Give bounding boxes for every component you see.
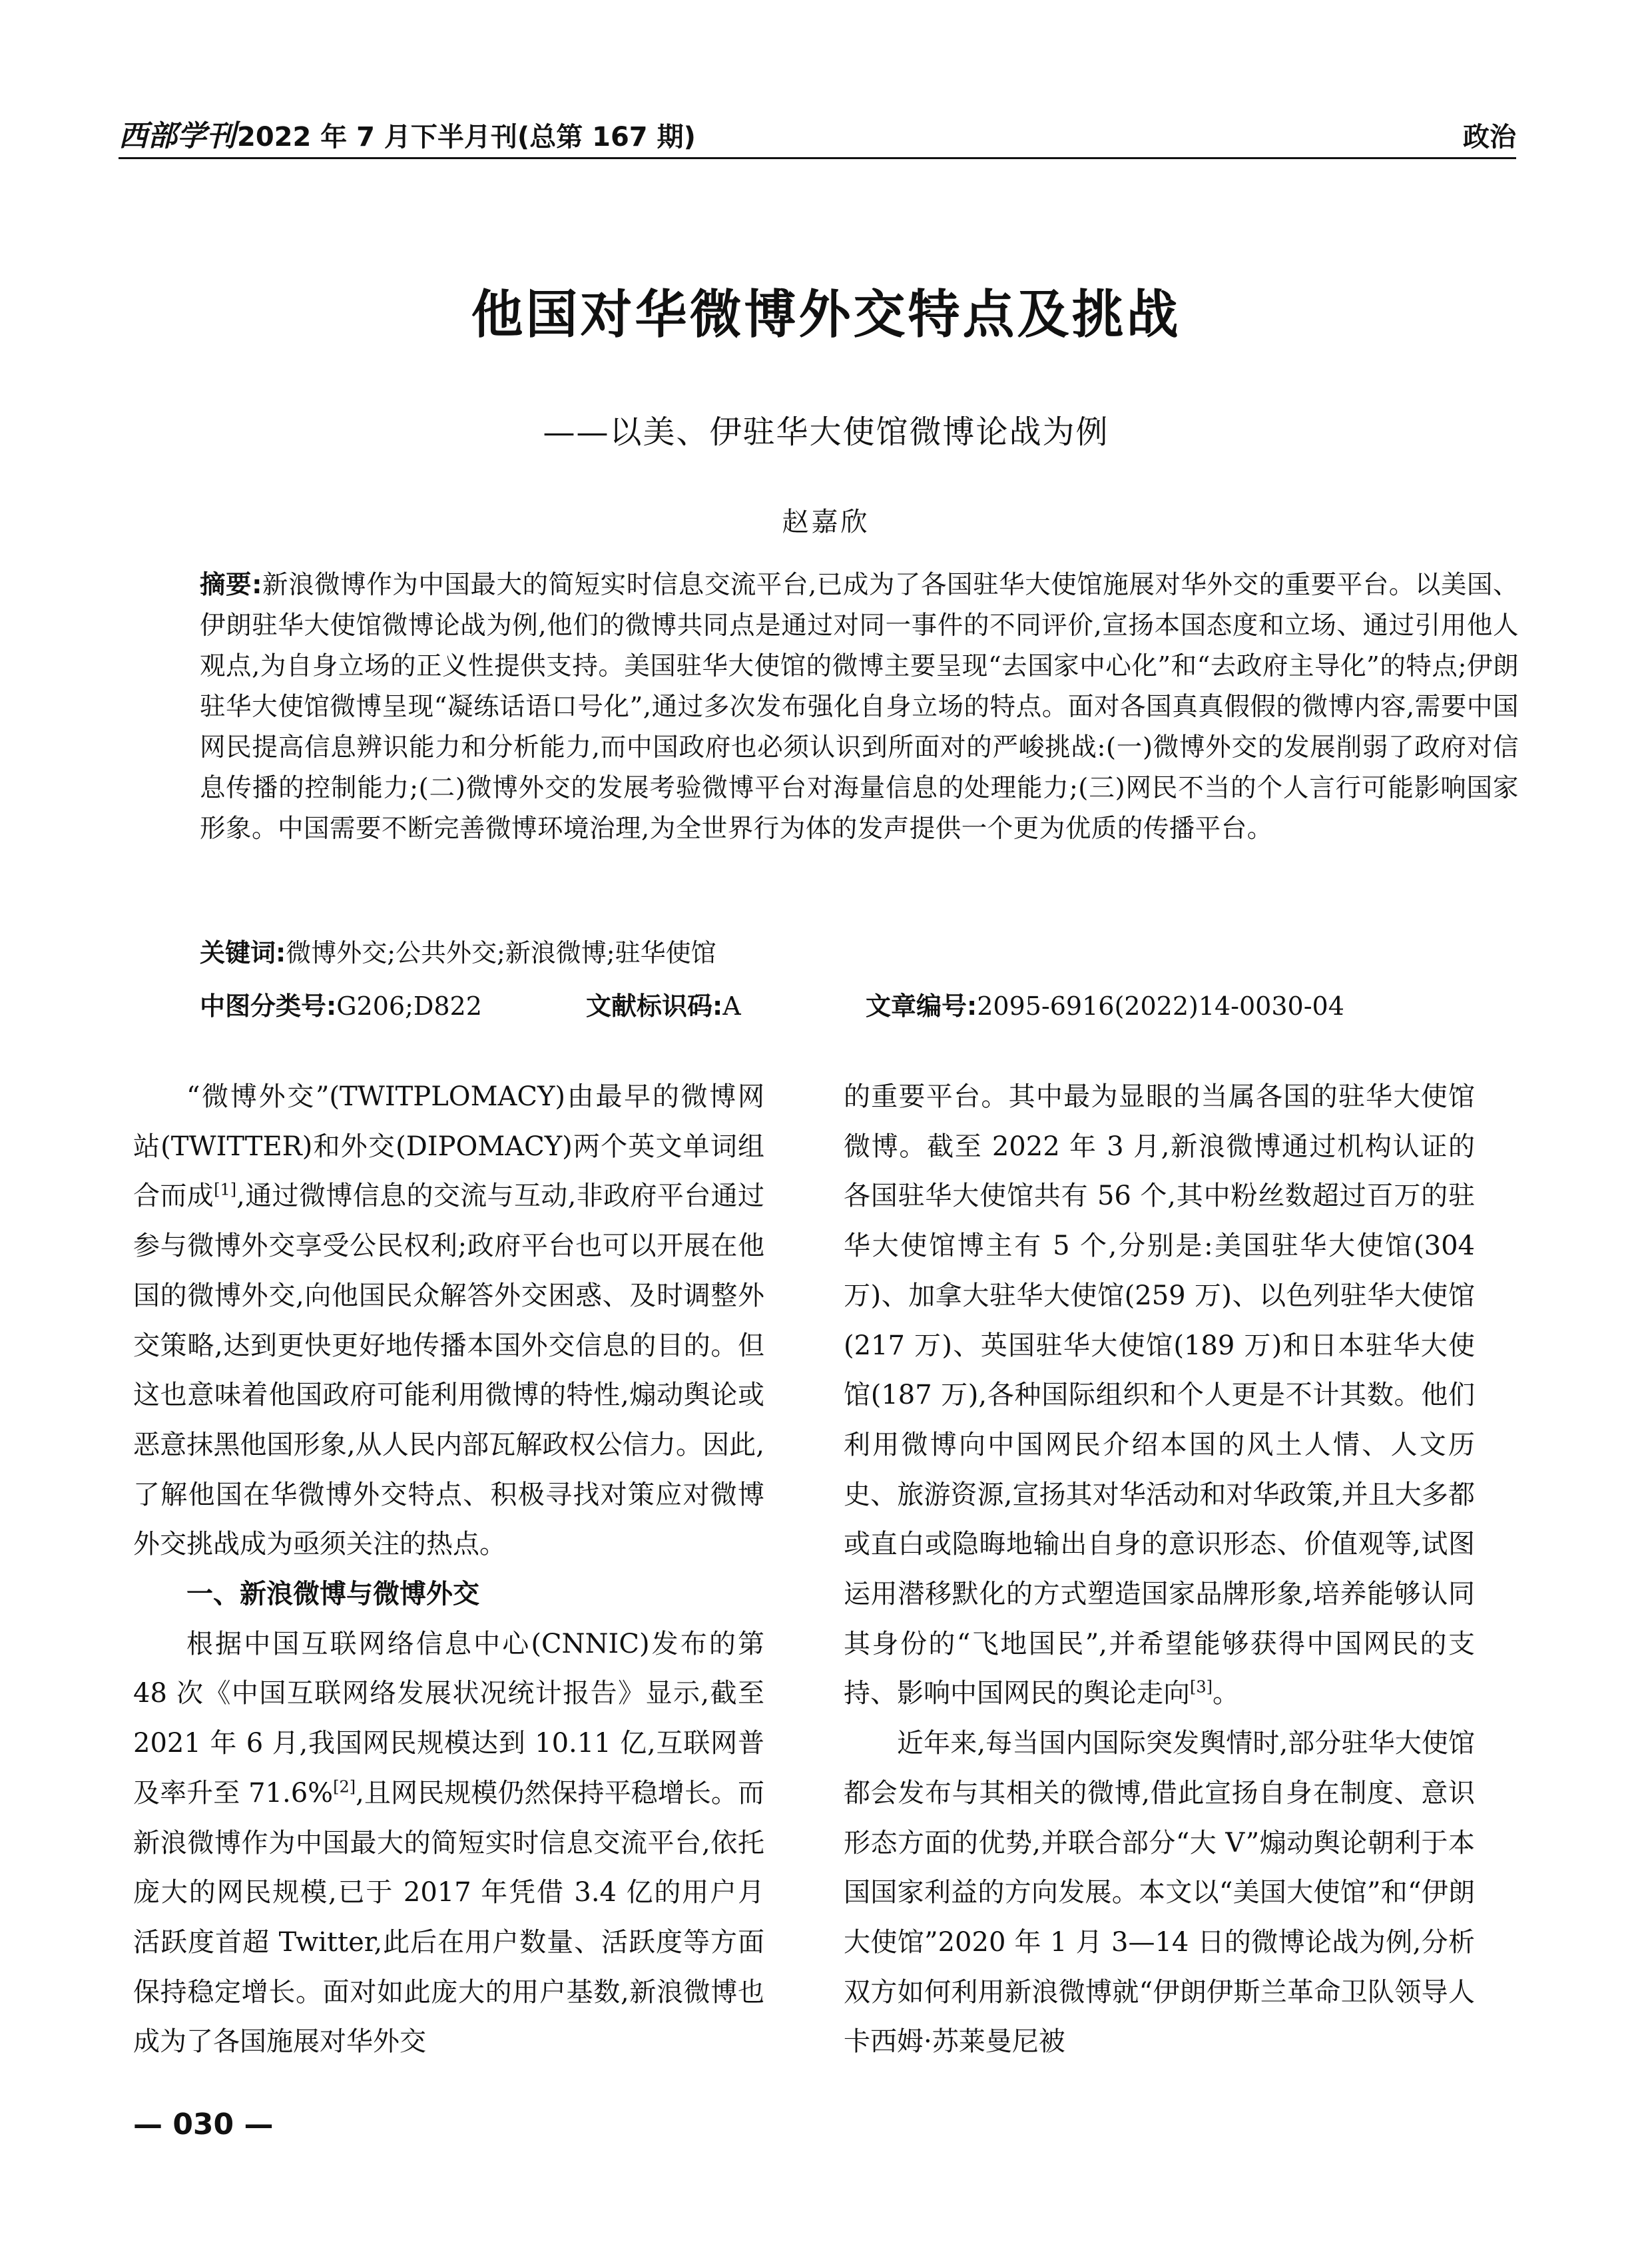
article-subtitle: ——以美、伊驻华大使馆微博论战为例 — [543, 414, 1109, 451]
journal-logo: 西部学刊 — [119, 119, 236, 153]
abstract — [200, 565, 1519, 849]
paragraph — [133, 1619, 764, 2067]
paragraph-text: “微博外交”(TWITPLOMACY)由最早的微博网站(TWITTER)和外交(DIPOMACY)两个英文单词组合而成 — [133, 1081, 764, 1212]
paragraph-text: 根据中国互联网络信息中心(CNNIC)发布的第 48 次《中国互联网络发展状况统计报告》显示,截至 2021 年 6 月,我国网民规模达到 10.11 亿,互联网普及率升至 71.6% — [133, 1628, 764, 1809]
paragraph-text: 的重要平台。其中最为显眼的当属各国的驻华大使馆微博。截至 2022 年 3 月,新浪微博通过机构认证的各国驻华大使馆共有 56 个,其中粉丝数超过百万的驻华大使馆博主有 5 个,分别是:美国驻华大使馆(304 万)、加拿大驻华大使馆(259 万)、以色列驻华大使馆(217 万)、英国驻华大使馆(189 万)和日本驻华大使馆(187 万),各种国际组织和个人更是不计其数。他们利用微博向中国网民介绍本国的风土人情、人文历史、旅游资源,宣扬其对华活动和对华政策,并且大多都或直白或隐晦地输出自身的意识形态、价值观等,试图运用潜移默化的方式塑造国家品牌形象,培养能够认同其身份的“飞地国民”,并希望能够获得中国网民的支持、影响中国网民的舆论走向 — [844, 1081, 1475, 1709]
citation-ref: [1] — [214, 1181, 237, 1200]
issue-info: 2022 年 7 月下半月刊(总第 167 期) — [237, 122, 696, 152]
clc-label: 中图分类号: — [200, 991, 337, 1021]
section-heading: 一、新浪微博与微博外交 — [186, 1579, 479, 1610]
body-column-left — [133, 1072, 764, 2067]
abstract-label: 摘要: — [200, 570, 262, 600]
section-label: 政治 — [1463, 122, 1516, 152]
clc-value: G206;D822 — [336, 991, 482, 1021]
paragraph-text: 。 — [1213, 1678, 1239, 1709]
keywords-text: 微博外交;公共外交;新浪微博;驻华使馆 — [286, 938, 716, 968]
document-code — [586, 985, 866, 1022]
keywords — [200, 932, 716, 969]
classification-line — [200, 985, 1519, 1022]
article-number-label: 文章编号: — [866, 991, 977, 1021]
article-number — [866, 985, 1344, 1022]
page-number: — 030 — — [133, 2107, 274, 2141]
keywords-label: 关键词: — [200, 938, 286, 968]
author-name: 赵嘉欣 — [782, 507, 870, 537]
header-left — [119, 112, 696, 154]
article-title: 他国对华微博外交特点及挑战 — [471, 285, 1181, 345]
doc-value: A — [722, 991, 741, 1021]
doc-label: 文献标识码: — [586, 991, 723, 1021]
clc-number — [200, 985, 586, 1022]
citation-ref: [2] — [333, 1777, 356, 1797]
paragraph — [133, 1072, 764, 1569]
citation-ref: [3] — [1190, 1678, 1213, 1697]
article-number-value: 2095-6916(2022)14-0030-04 — [977, 991, 1344, 1021]
body-column-right — [844, 1072, 1475, 2067]
abstract-text: 新浪微博作为中国最大的简短实时信息交流平台,已成为了各国驻华大使馆施展对华外交的重要平台。以美国、伊朗驻华大使馆微博论战为例,他们的微博共同点是通过对同一事件的不同评价,宣扬本国态度和立场、通过引用他人观点,为自身立场的正义性提供支持。美国驻华大使馆的微博主要呈现“去国家中心化”和“去政府主导化”的特点;伊朗驻华大使馆微博呈现“凝练话语口号化”,通过多次发布强化自身立场的特点。面对各国真真假假的微博内容,需要中国网民提高信息辨识能力和分析能力,而中国政府也必须认识到所面对的严峻挑战:(一)微博外交的发展削弱了政府对信息传播的控制能力;(二)微博外交的发展考验微博平台对海量信息的处理能力;(三)网民不当的个人言行可能影响国家形象。中国需要不断完善微博环境治理,为全世界行为体的发声提供一个更为优质的传播平台。 — [200, 570, 1519, 844]
running-header — [119, 112, 1516, 154]
paragraph-text: ,通过微博信息的交流与互动,非政府平台通过参与微博外交享受公民权利;政府平台也可以开展在他国的微博外交,向他国民众解答外交困惑、及时调整外交策略,达到更快更好地传播本国外交信息的目的。但这也意味着他国政府可能利用微博的特性,煽动舆论或恶意抹黑他国形象,从人民内部瓦解政权公信力。因此,了解他国在华微博外交特点、积极寻找对策应对微博外交挑战成为亟须关注的热点。 — [133, 1181, 764, 1560]
header-rule — [119, 157, 1516, 159]
paragraph — [844, 1072, 1475, 1719]
paragraph-text: ,且网民规模仍然保持平稳增长。而新浪微博作为中国最大的简短实时信息交流平台,依托庞大的网民规模,已于 2017 年凭借 3.4 亿的用户月活跃度首超 Twitter,此后在用户数量、活跃度等方面保持稳定增长。面对如此庞大的用户基数,新浪微博也成为了各国施展对华外交 — [133, 1777, 764, 2058]
paragraph: 近年来,每当国内国际突发舆情时,部分驻华大使馆都会发布与其相关的微博,借此宣扬自身在制度、意识形态方面的优势,并联合部分“大 V”煽动舆论朝利于本国国家利益的方向发展。本文以“美国大使馆”和“伊朗大使馆”2020 年 1 月 3—14 日的微博论战为例,分析双方如何利用新浪微博就“伊朗伊斯兰革命卫队领导人卡西姆·苏莱曼尼被 — [844, 1728, 1475, 2058]
